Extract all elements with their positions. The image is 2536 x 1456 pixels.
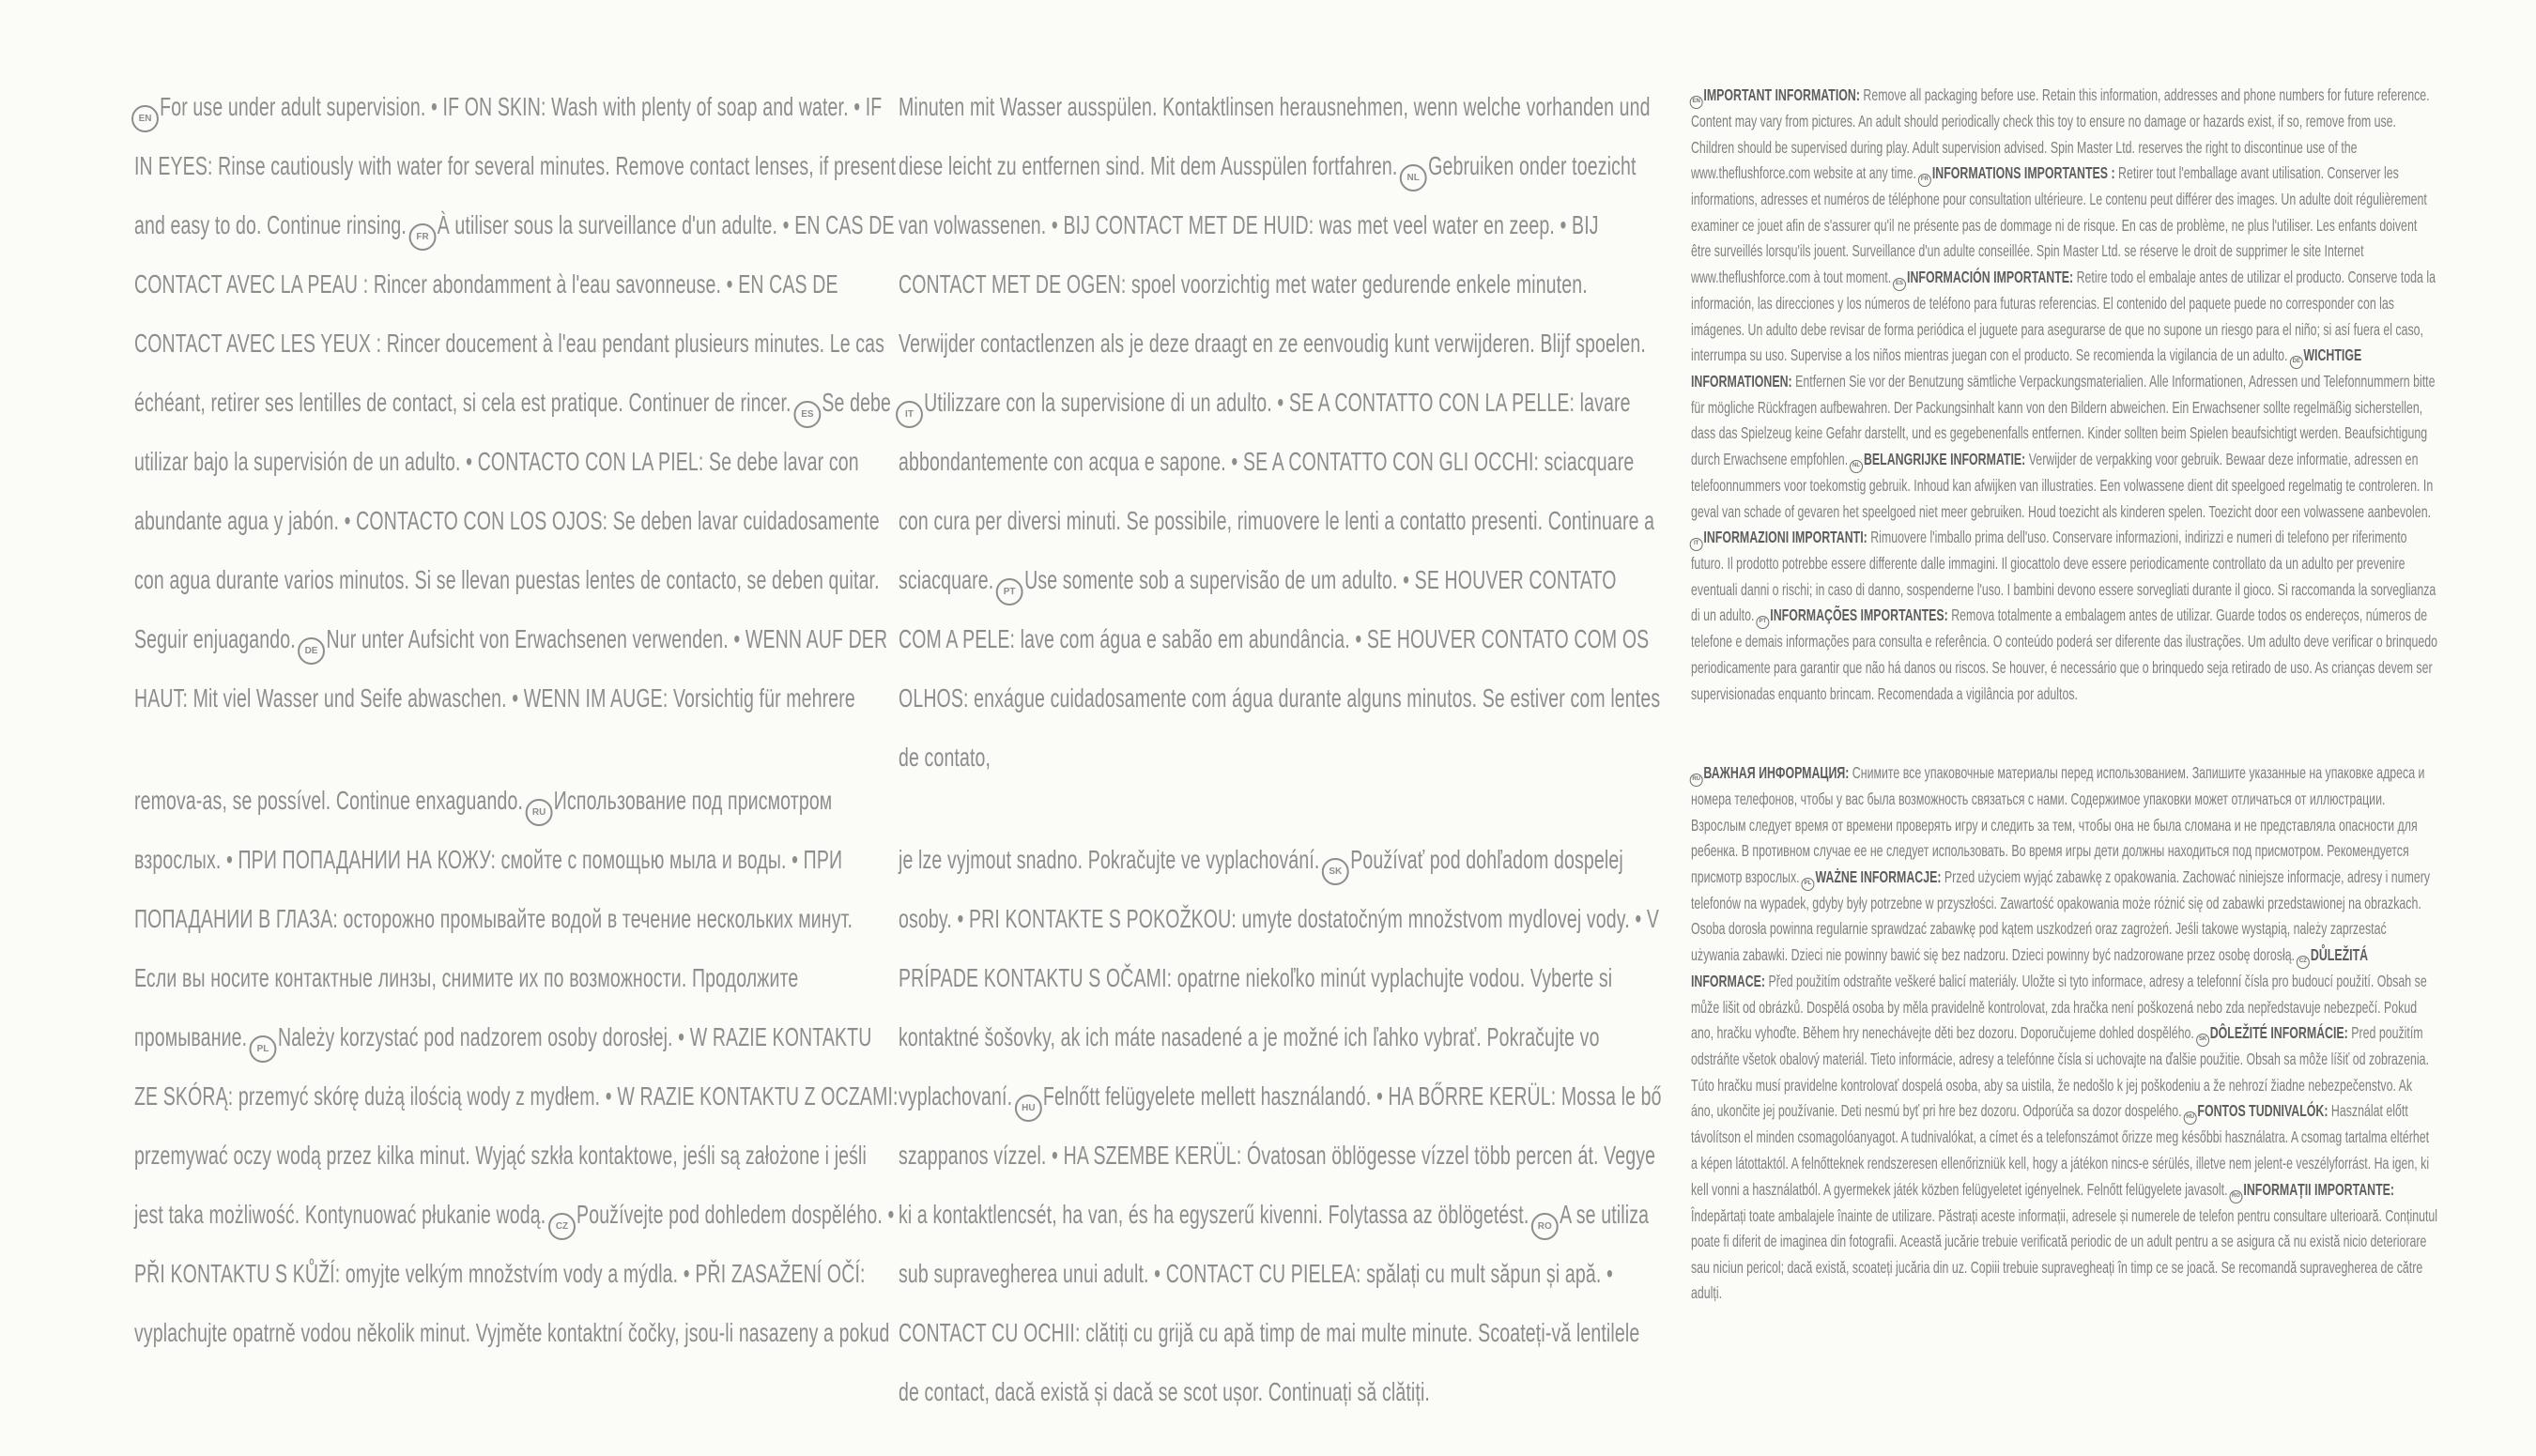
text-segment: Gebruiken onder toezicht van volwassenen. • BIJ CONTACT MET DE HUID: was met veel water en zeep. • BIJ CONTACT MET DE OGEN: spoel voorzichtig met water gedurende enkele minuten. Verwijder contactlenzen als je deze draagt en ze eenvoudig kunt verwijderen. Blijf spoelen.	[899, 151, 1646, 358]
text-segment: A se utiliza sub supravegherea unui adult. • CONTACT CU PIELEA: spălați cu mult săpun și apă. • CONTACT CU OCHII: clătiți cu grijă cu apă timp de mai multe minute. Scoateți-vă lentilele de contact, dacă există și dacă se scot ușor. Continuați să clătiți.	[899, 1200, 1650, 1406]
text-segment: Před použitím odstraňte veškeré balicí materiály. Uložte si tyto informace, adresy a telefonní čísla pro budoucí použití. Obsah se může lišit od obrázků. Dospělá osoba by měla pravidelně kontrolovat, zda hračka není poškozená nebo zda nepředstavuje nebezpečí. Pokud ano, hračku vyhoďte. Během hry nenechávejte děti bez dozoru. Doporučujeme dohled dospělého.	[1691, 972, 2427, 1043]
lang-badge-de-icon: DE	[298, 637, 325, 665]
lang-badge-pt-icon: PT	[1757, 616, 1770, 629]
text-segment: À utiliser sous la surveillance d'un adulte. • EN CAS DE CONTACT AVEC LA PEAU : Rincer abondamment à l'eau savonneuse. • EN CAS DE CONTACT AVEC LES YEUX : Rincer doucement à l'eau pendant plusieurs minutes. Le cas échéant, retirer ses lentilles de contact, si cela est pratique. Continuer de rincer.	[134, 210, 895, 417]
lang-badge-ro-icon: RO	[1531, 1213, 1559, 1240]
text-segment: Rimuovere l'imballo prima dell'uso. Conservare informazioni, indirizzi e numeri di telefono per riferimento futuro. Il prodotto potrebbe essere differente dalle immagini. Il giocattolo deve essere periodicamente controllato da un adulto per prevenire eventuali danni o rischi; in caso di danno, sospenderne l'uso. I bambini devono essere sorvegliati durante il gioco. Si raccomanda la sorveglianza di un adulto.	[1691, 528, 2436, 625]
section-heading: ВАЖНАЯ ИНФОРМАЦИЯ:	[1703, 763, 1852, 783]
text-segment: For use under adult supervision. • IF ON SKIN: Wash with plenty of soap and water. • IF IN EYES: Rinse cautiously with water for several minutes. Remove contact lenses, if present and easy to do. Continue rinsing.	[134, 92, 897, 239]
lang-badge-es-icon: ES	[1893, 278, 1906, 291]
lang-badge-it-icon: IT	[1690, 538, 1703, 551]
section-heading: INFORMACIÓN IMPORTANTE:	[1907, 267, 2077, 286]
section-heading: INFORMAÇÕES IMPORTANTES:	[1770, 605, 1952, 625]
lang-badge-sk-icon: SK	[1322, 858, 1349, 885]
column-left	[134, 77, 899, 1362]
lang-badge-ru-icon: RU	[1690, 774, 1703, 787]
lang-badge-hu-icon: HU	[1015, 1095, 1042, 1122]
column-right	[1691, 83, 2437, 1307]
text-segment: Používať pod dohľadom dospelej osoby. • PRI KONTAKTE S POKOŽKOU: umyte dostatočným množstvom mydlovej vody. • V PRÍPADE KONTAKTU S OČAMI: opatrne niekoľko minút vyplachujte vodou. Vyberte si kontaktné šošovky, ak ich máte nasadené a je možné ich ľahko vybrať. Pokračujte vo vyplachovaní.	[899, 845, 1660, 1111]
text-segment: Používejte pod dohledem dospělého. • PŘI KONTAKTU S KŮŽÍ: omyjte velkým množstvím vody a mýdla. • PŘI ZASAŽENÍ OČÍ: vyplachujte opatrně vodou několik minut. Vyjměte kontaktní čočky, jsou-li nasazeny a pokud	[134, 1200, 895, 1347]
text-segment: Használat előtt távolítson el minden csomagolóanyagot. A tudnivalókat, a címet és a telefonszámot őrizze meg későbbi használatra. A csomag tartalma eltérhet a képen látottaktól. A felnőtteknek rendszeresen ellenőrizniük kell, hogy a játékon nincs-e sérülés, illetve nem jelent-e veszélyforrást. Ha igen, ki kell vonni a használatból. A gyermekek játék közben felügyeletet igényelnek. Felnőtt felügyelete javasolt.	[1691, 1101, 2430, 1199]
section-heading: FONTOS TUDNIVALÓK:	[2197, 1101, 2331, 1121]
text-segment: Verwijder de verpakking voor gebruik. Bewaar deze informatie, adressen en telefoonnummers voor toekomstig gebruik. Inhoud kan afwijken van illustraties. Een volwassene dient dit speelgoed regelmatig te controleren. In geval van schade of gevaren het speelgoed niet meer gebruiken. Houd toezicht als kinderen spelen. Toezicht door een volwassene aanbevolen.	[1691, 449, 2434, 521]
lang-badge-sk-icon: SK	[2196, 1034, 2209, 1047]
lang-badge-de-icon: DE	[2290, 356, 2303, 369]
lang-badge-pl-icon: PL	[250, 1035, 277, 1063]
lang-badge-cz-icon: CZ	[2297, 956, 2310, 969]
text-segment: remova-as, se possível. Continue enxaguando.	[134, 786, 529, 815]
text-segment: Remova totalmente a embalagem antes de utilizar. Guarde todos os endereços, números de telefone e demais informações para consulta e referência. O conteúdo poderá ser diferente das ilustrações. Um adulto deve verificar o brinquedo periodicamente para garantir que não há danos ou riscos. Se houver, é necessário que o brinquedo seja retirado de uso. As crianças devem ser supervisionadas enquanto brincam. Recomendada a vigilância por adultos.	[1691, 605, 2438, 703]
column-middle-paragraph-1	[899, 77, 1664, 787]
section-heading: INFORMATIONS IMPORTANTES :	[1931, 163, 2119, 183]
text-segment: Przed użyciem wyjąć zabawkę z opakowania. Zachować niniejsze informacje, adresy i numery telefonów na wypadek, gdyby były potrzebne w przyszłości. Zawartość opakowania może różnić się od zabawki przedstawionej na obrazkach. Osoba dorosła powinna regularnie sprawdzać zabawkę pod kątem uszkodzeń oraz zagrożeń. Jeśli takowe wystąpią, należy zaprzestać używania zabawki. Dzieci nie powinny bawić się bez nadzoru. Dzieci powinny być nadzorowane przez osobę dorosłą.	[1691, 866, 2431, 965]
text-segment: Retirer tout l'emballage avant utilisation. Conserver les informations, adresses et numéros de téléphone pour consultation ultérieure. Le contenu peut différer des images. Un adulte doit régulièrement examiner ce jouet afin de s'assurer qu'il ne présente pas de dommage ni de risque. En cas de problème, ne plus l'utiliser. Les enfants doivent être surveillés lorsqu'ils jouent. Surveillance d'un adulte conseillée. Spin Master Ltd. se réserve le droit de supprimer le site Internet www.theflushforce.com à tout moment.	[1691, 163, 2427, 286]
lang-badge-en-icon: EN	[1690, 96, 1703, 109]
lang-badge-en-icon: EN	[131, 105, 159, 132]
section-heading: DÔLEŽITÉ INFORMÁCIE:	[2209, 1023, 2352, 1043]
column-middle-paragraph-2	[899, 830, 1664, 1421]
lang-badge-ru-icon: RU	[526, 799, 553, 826]
text-segment: Pred použitím odstráňte všetok obalový materiál. Tieto informácie, adresy a telefónne čísla si uchovajte na ďalšie použitie. Obsah sa môže líšiť od zobrazenia. Túto hračku musí pravidelne kontrolovať dospelá osoba, aby sa uistila, že nedošlo k jej poškodeniu a že nehrozí žiadne nebezpečenstvo. Ak áno, ukončite jej používanie. Deti nesmú byť pri hre bez dozoru. Odporúča sa dozor dospelého.	[1691, 1023, 2429, 1121]
column-middle	[899, 77, 1664, 1421]
section-heading: INFORMAȚII IMPORTANTE:	[2243, 1179, 2395, 1199]
text-segment: Se debe utilizar bajo la supervisión de un adulto. • CONTACTO CON LA PIEL: Se debe lavar con abundante agua y jabón. • CONTACTO CON LOS OJOS: Se deben lavar cuidadosamente con agua durante varios minutos. Si se llevan puestas lentes de contacto, se deben quitar. Seguir enjuagando.	[134, 388, 892, 653]
text-segment: Minuten mit Wasser ausspülen. Kontaktlinsen herausnehmen, wenn welche vorhanden und diese leicht zu entfernen sind. Mit dem Ausspülen fortfahren.	[899, 92, 1651, 180]
text-segment: Retire todo el embalaje antes de utilizar el producto. Conserve toda la información, las direcciones y los números de teléfono para futuras referencias. El contenido del paquete puede no corresponder con las imágenes. Un adulto debe revisar de forma periódica el juguete para asegurarse de que no supone un riesgo para el niño; si así fuera el caso, interrumpa su uso. Supervise a los niños mientras juegan con el producto. Se recomienda la vigilancia de un adulto.	[1691, 267, 2436, 365]
section-heading: WAŻNE INFORMACJE:	[1815, 866, 1944, 886]
lang-badge-es-icon: ES	[793, 401, 821, 428]
text-segment: Remove all packaging before use. Retain this information, addresses and phone numbers for future reference. Content may vary from pictures. An adult should periodically check this toy to ensure no damage or hazards exist, if so, remove from use. Children should be supervised during play. Adult supervision advised. Spin Master Ltd. reserves the right to discontinue use of the www.theflushforce.com website at any time.	[1691, 85, 2430, 183]
section-heading: WICHTIGE INFORMATIONEN:	[1691, 345, 2362, 391]
text-segment: Îndepărtați toate ambalajele înainte de utilizare. Păstrați aceste informații, adresele și numerele de telefon pentru consultare ulterioară. Conținutul poate fi diferit de imaginea din fotografii. Această jucărie trebuie verificată periodic de un adult pentru a se asigura că nu există nicio deteriorare sau niciun pericol; dacă există, scoateți jucăria din uz. Copiii trebuie supravegheați în timp ce se joacă. Se recomandă supravegherea de către adulți.	[1691, 1205, 2438, 1303]
column-right-paragraph-1	[1691, 83, 2437, 707]
text-segment: Nur unter Aufsicht von Erwachsenen verwenden. • WENN AUF DER HAUT: Mit viel Wasser und Seife abwaschen. • WENN IM AUGE: Vorsichtig für mehrere	[134, 624, 888, 713]
text-segment: je lze vyjmout snadno. Pokračujte ve vyplachování.	[899, 845, 1326, 874]
column-left-paragraph-2	[134, 771, 899, 1362]
section-heading: IMPORTANT INFORMATION:	[1703, 85, 1864, 104]
lang-badge-nl-icon: NL	[1850, 460, 1863, 473]
column-right-paragraph-2	[1691, 760, 2437, 1307]
text-segment: Use somente sob a supervisão de um adulto. • SE HOUVER CONTATO COM A PELE: lave com água e sabão em abundância. • SE HOUVER CONTATO COM OS OLHOS: enxágue cuidadosamente com água durante alguns minutos. Se estiver com lentes de contato,	[899, 565, 1661, 772]
lang-badge-fr-icon: FR	[1918, 174, 1931, 187]
section-heading: INFORMAZIONI IMPORTANTI:	[1703, 528, 1871, 547]
lang-badge-fr-icon: FR	[409, 223, 437, 251]
text-segment: Использование под присмотром взрослых. • ПРИ ПОПАДАНИИ НА КОЖУ: смойте с помощью мыла и воды. • ПРИ ПОПАДАНИИ В ГЛАЗА: осторожно промывайте водой в течение нескольких минут. Если вы носите контактные линзы, снимите их по возможности. Продолжите промывание.	[134, 786, 853, 1051]
lang-badge-cz-icon: CZ	[548, 1213, 576, 1240]
text-segment: Należy korzystać pod nadzorem osoby dorosłej. • W RAZIE KONTAKTU ZE SKÓRĄ: przemyć skórę dużą ilością wody z mydłem. • W RAZIE KONTAKTU Z OCZAMI: przemywać oczy wodą przez kilka minut. Wyjąć szkła kontaktowe, jeśli są założone i jeśli jest taka możliwość. Kontynuować płukanie wodą.	[134, 1022, 899, 1229]
lang-badge-pl-icon: PL	[1802, 878, 1815, 891]
text-segment: Entfernen Sie vor der Benutzung sämtliche Verpackungsmaterialien. Alle Informationen, Adressen und Telefonnummern bitte für mögliche Rückfragen aufbewahren. Der Packungsinhalt kann von den Bildern abweichen. Ein Erwachsener sollte regelmäßig sicherstellen, dass das Spielzeug keine Gefahr darstellt, und es gegebenenfalls entfernen. Kinder sollten beim Spielen beaufsichtigt werden. Beaufsichtigung durch Erwachsene empfohlen.	[1691, 372, 2436, 468]
lang-badge-hu-icon: HU	[2184, 1111, 2197, 1125]
text-segment: Utilizzare con la supervisione di un adulto. • SE A CONTATTO CON LA PELLE: lavare abbondantemente con acqua e sapone. • SE A CONTATTO CON GLI OCCHI: sciacquare con cura per diversi minuti. Se possibile, rimuovere le lenti a contatto presenti. Continuare a sciacquare.	[899, 388, 1655, 594]
text-segment: Felnőtt felügyelete mellett használandó. • HA BŐRRE KERÜL: Mossa le bő szappanos vízzel. • HA SZEMBE KERÜL: Óvatosan öblögesse vízzel több percen át. Vegye ki a kontaktlencsét, ha van, és ha egyszerű kivenni. Folytassa az öblögetést.	[899, 1081, 1662, 1229]
lang-badge-ro-icon: RO	[2230, 1190, 2243, 1203]
column-left-paragraph-1	[134, 77, 899, 728]
lang-badge-it-icon: IT	[896, 401, 923, 428]
section-heading: BELANGRIJKE INFORMATIE:	[1863, 449, 2029, 468]
lang-badge-pt-icon: PT	[996, 578, 1023, 605]
lang-badge-nl-icon: NL	[1400, 164, 1427, 192]
text-segment: Снимите все упаковочные материалы перед использованием. Запишите указанные на упаковке адреса и номера телефонов, чтобы у вас была возможность связаться с нами. Содержимое упаковки может отличаться от иллюстрации. Взрослым следует время от времени проверять игру и следить за тем, чтобы она не была сломана и не представляла опасности для ребенка. В противном случае ее не следует использовать. Во время игры дети должны находиться под присмотром. Рекомендуется присмотр взрослых.	[1691, 763, 2425, 886]
section-heading: DŮLEŽITÁ INFORMACE:	[1691, 945, 2369, 991]
